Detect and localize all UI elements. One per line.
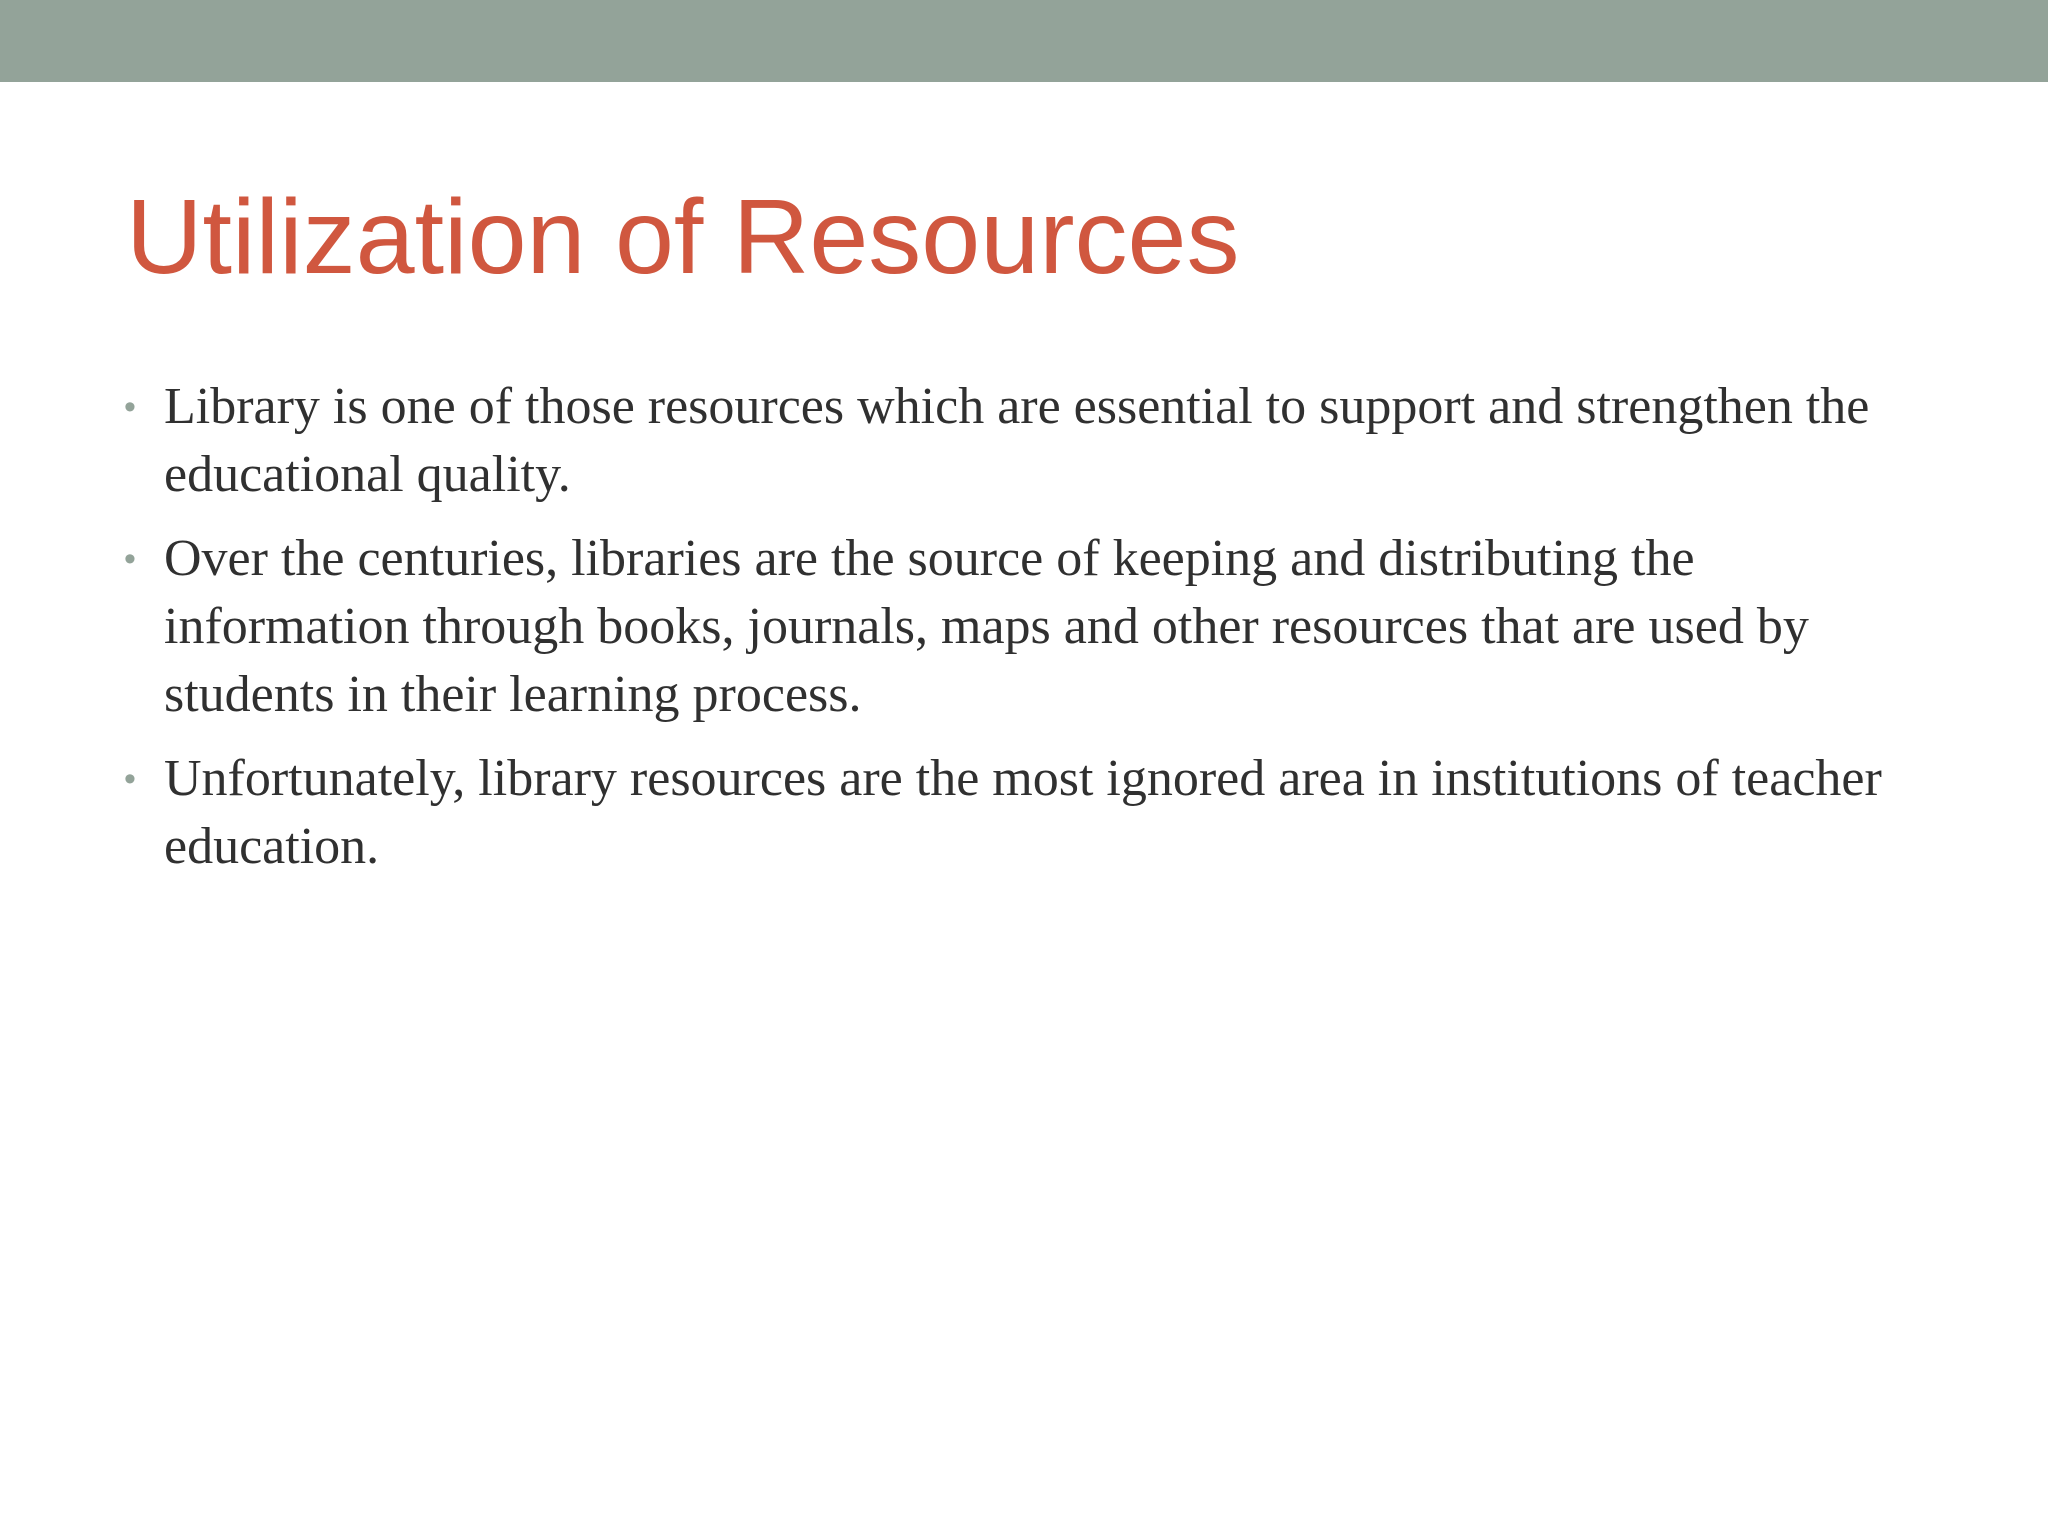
bullet-dot-icon: • xyxy=(124,540,136,578)
bullet-item xyxy=(124,525,1924,729)
bullet-list xyxy=(124,373,1924,897)
top-bar xyxy=(0,0,2048,82)
bullet-dot-icon: • xyxy=(124,388,136,426)
bullet-text: Over the centuries, libraries are the source of keeping and distributing the information through books, journals, maps and other resources that are used by students in their learning process. xyxy=(164,530,1809,723)
bullet-dot-icon: • xyxy=(124,760,136,798)
bullet-item xyxy=(124,373,1924,509)
slide-title: Utilization of Resources xyxy=(126,178,1240,296)
bullet-item xyxy=(124,745,1924,881)
bullet-text: Library is one of those resources which are essential to support and strengthen the educational quality. xyxy=(164,378,1870,503)
bullet-text: Unfortunately, library resources are the most ignored area in institutions of teacher education. xyxy=(164,750,1882,875)
